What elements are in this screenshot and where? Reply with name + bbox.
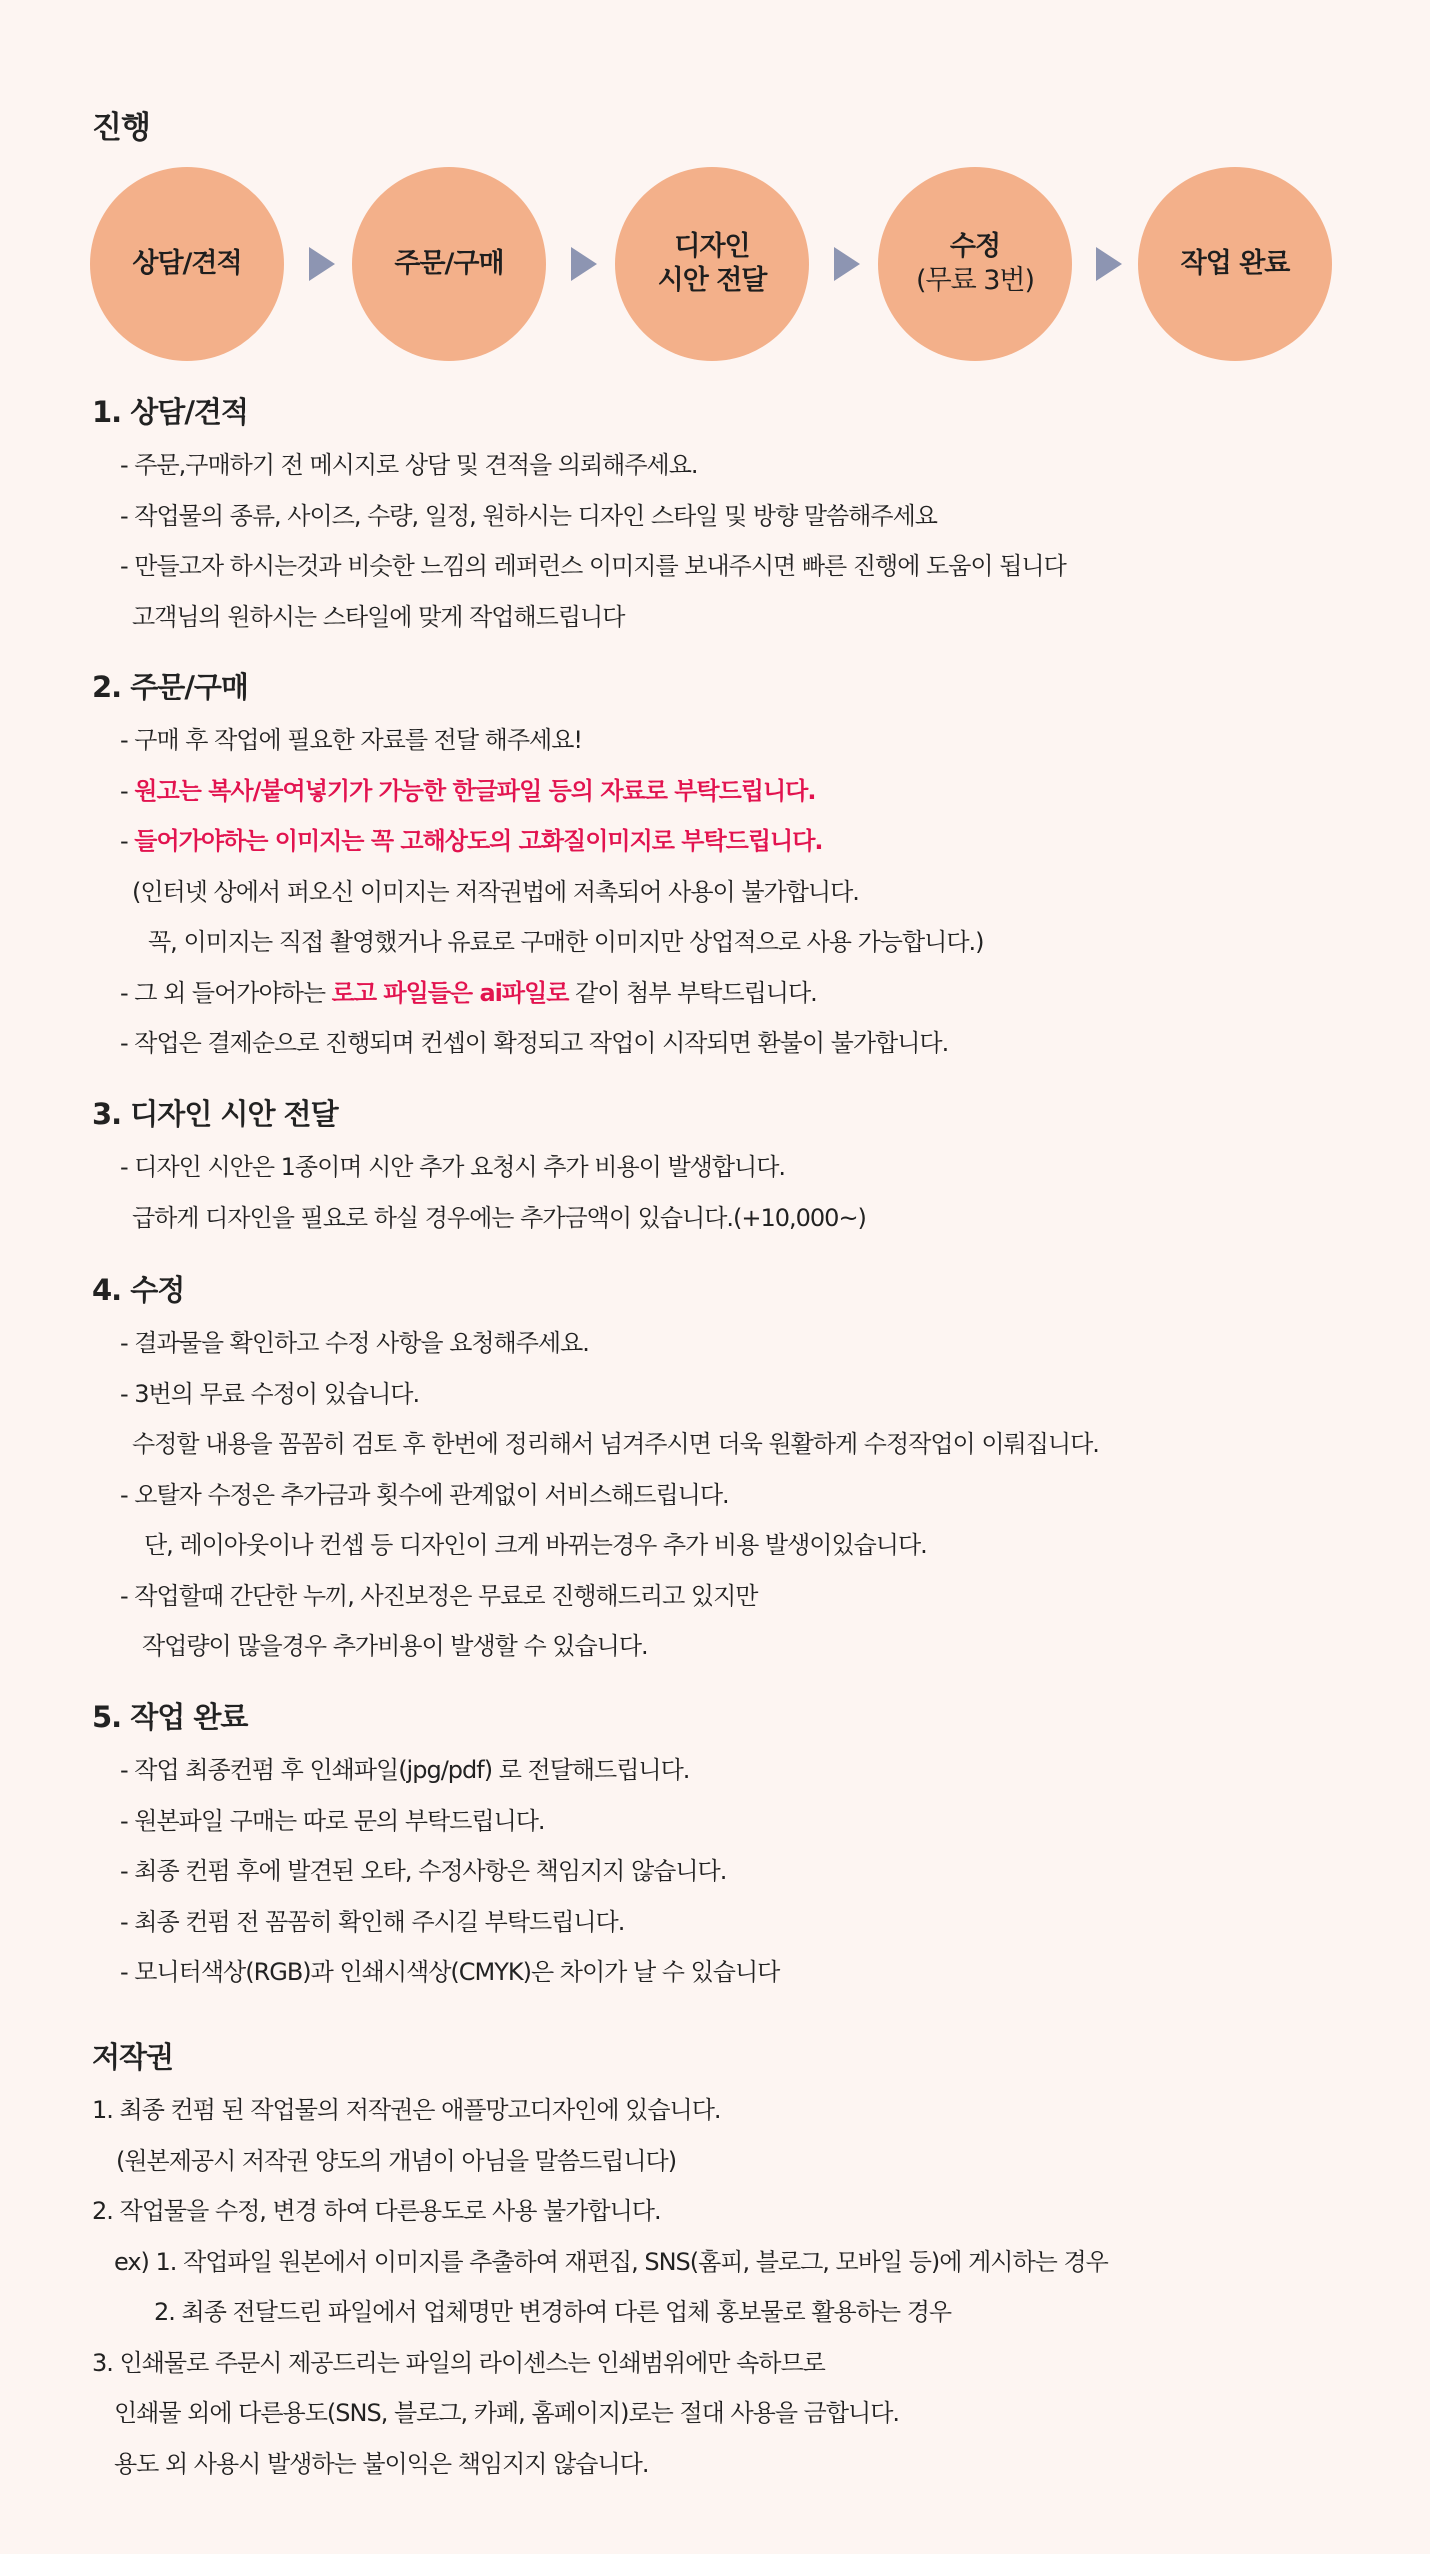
step-label: 상담/견적 (132, 248, 242, 279)
section-order (92, 667, 1352, 1069)
text-line: - 주문,구매하기 전 메시지로 상담 및 견적을 의뢰해주세요. (120, 451, 698, 479)
text-line: 3. 인쇄물로 주문시 제공드리는 파일의 라이센스는 인쇄범위에만 속하므로 (92, 2348, 825, 2377)
step-label: 디자인 (674, 231, 750, 262)
text-line: 작업량이 많을경우 추가비용이 발생할 수 있습니다. (142, 1632, 648, 1660)
text-line: - 오탈자 수정은 추가금과 횟수에 관계없이 서비스해드립니다. (120, 1480, 729, 1509)
section-design (92, 1094, 1352, 1243)
text-line: 급하게 디자인을 필요로 하실 경우에는 추가금액이 있습니다.(+10,000~) (132, 1203, 866, 1232)
text-line: - 모니터색상(RGB)과 인쇄시색상(CMYK)은 차이가 날 수 있습니다 (120, 1958, 780, 1986)
section-complete (92, 1697, 1352, 1998)
section-title: 5. 작업 완료 (92, 1700, 248, 1734)
step-circle-revision (878, 167, 1072, 361)
section-copyright (92, 2037, 1352, 2489)
section-consult (92, 392, 1352, 642)
arrow-right-icon (834, 247, 860, 281)
text-line: 단, 레이아웃이나 컨셉 등 디자인이 크게 바뀌는경우 추가 비용 발생이있습니다. (144, 1531, 927, 1559)
text-line-highlight: - 원고는 복사/붙여넣기가 가능한 한글파일 등의 자료로 부탁드립니다. (120, 776, 816, 805)
text-line: (인터넷 상에서 퍼오신 이미지는 저작권법에 저촉되어 사용이 불가합니다. (132, 877, 859, 906)
arrow-right-icon (1096, 247, 1122, 281)
text-line: ex) 1. 작업파일 원본에서 이미지를 추출하여 재편집, SNS(홈피, 블로그, 모바일 등)에 게시하는 경우 (114, 2247, 1108, 2276)
section-revision (92, 1270, 1352, 1672)
step-circle-design (615, 167, 809, 361)
text-line: 수정할 내용을 꼼꼼히 검토 후 한번에 정리해서 넘겨주시면 더욱 원활하게 수정작업이 이뤄집니다. (132, 1430, 1099, 1458)
text-line: - 최종 컨펌 전 꼼꼼히 확인해 주시길 부탁드립니다. (120, 1907, 625, 1936)
text-line: 용도 외 사용시 발생하는 불이익은 책임지지 않습니다. (114, 2449, 649, 2478)
text-line: 1. 최종 컨펌 된 작업물의 저작권은 애플망고디자인에 있습니다. (92, 2096, 721, 2124)
section-title: 1. 상담/견적 (92, 395, 248, 429)
section-title: 4. 수정 (92, 1273, 185, 1307)
text-line: - 작업은 결제순으로 진행되며 컨셉이 확정되고 작업이 시작되면 환불이 불가합니다. (120, 1029, 949, 1057)
text-line: 2. 최종 전달드린 파일에서 업체명만 변경하여 다른 업체 홍보물로 활용하는 경우 (154, 2298, 952, 2326)
step-circle-complete (1138, 167, 1332, 361)
text-line: - 구매 후 작업에 필요한 자료를 전달 해주세요! (120, 726, 582, 754)
arrow-right-icon (309, 247, 335, 281)
text-line: - 만들고자 하시는것과 비슷한 느낌의 레퍼런스 이미지를 보내주시면 빠른 진행에 도움이 됩니다 (120, 552, 1066, 580)
step-label: 작업 완료 (1180, 248, 1290, 279)
text-line: 2. 작업물을 수정, 변경 하여 다른용도로 사용 불가합니다. (92, 2197, 661, 2225)
text-line: - 디자인 시안은 1종이며 시안 추가 요청시 추가 비용이 발생합니다. (120, 1153, 786, 1181)
text-line: 인쇄물 외에 다른용도(SNS, 블로그, 카페, 홈페이지)로는 절대 사용을 금합니다. (114, 2399, 900, 2427)
text-line: - 최종 컨펌 후에 발견된 오타, 수정사항은 책임지지 않습니다. (120, 1857, 727, 1885)
text-line: (원본제공시 저작권 양도의 개념이 아님을 말씀드립니다) (116, 2146, 677, 2175)
text-line: - 작업할때 간단한 누끼, 사진보정은 무료로 진행해드리고 있지만 (120, 1581, 758, 1610)
arrow-right-icon (571, 247, 597, 281)
text-line: - 작업 최종컨펌 후 인쇄파일(jpg/pdf) 로 전달해드립니다. (120, 1756, 690, 1784)
text-line: - 결과물을 확인하고 수정 사항을 요청해주세요. (120, 1329, 589, 1357)
progress-title: 진행 (92, 110, 150, 146)
section-title: 3. 디자인 시안 전달 (92, 1097, 338, 1131)
text-line: - 원본파일 구매는 따로 문의 부탁드립니다. (120, 1806, 545, 1835)
step-circle-order (352, 167, 546, 361)
section-title: 저작권 (92, 2040, 174, 2074)
text-line: 고객님의 원하시는 스타일에 맞게 작업해드립니다 (132, 602, 625, 631)
step-circle-consult (90, 167, 284, 361)
text-line: - 그 외 들어가야하는 로고 파일들은 ai파일로 같이 첨부 부탁드립니다. (120, 978, 817, 1007)
section-title: 2. 주문/구매 (92, 670, 248, 704)
step-sublabel: 시안 전달 (657, 265, 767, 296)
step-label: 주문/구매 (394, 248, 504, 279)
text-line-highlight: - 들어가야하는 이미지는 꼭 고해상도의 고화질이미지로 부탁드립니다. (120, 827, 823, 855)
text-line: 꼭, 이미지는 직접 촬영했거나 유료로 구매한 이미지만 상업적으로 사용 가능합니다.) (148, 928, 984, 956)
progress-steps (90, 167, 1332, 361)
step-label: 수정 (949, 231, 1001, 262)
step-sublabel: (무료 3번) (915, 265, 1035, 296)
text-line: - 작업물의 종류, 사이즈, 수량, 일정, 원하시는 디자인 스타일 및 방향 말씀해주세요 (120, 501, 937, 530)
text-line: - 3번의 무료 수정이 있습니다. (120, 1379, 420, 1408)
